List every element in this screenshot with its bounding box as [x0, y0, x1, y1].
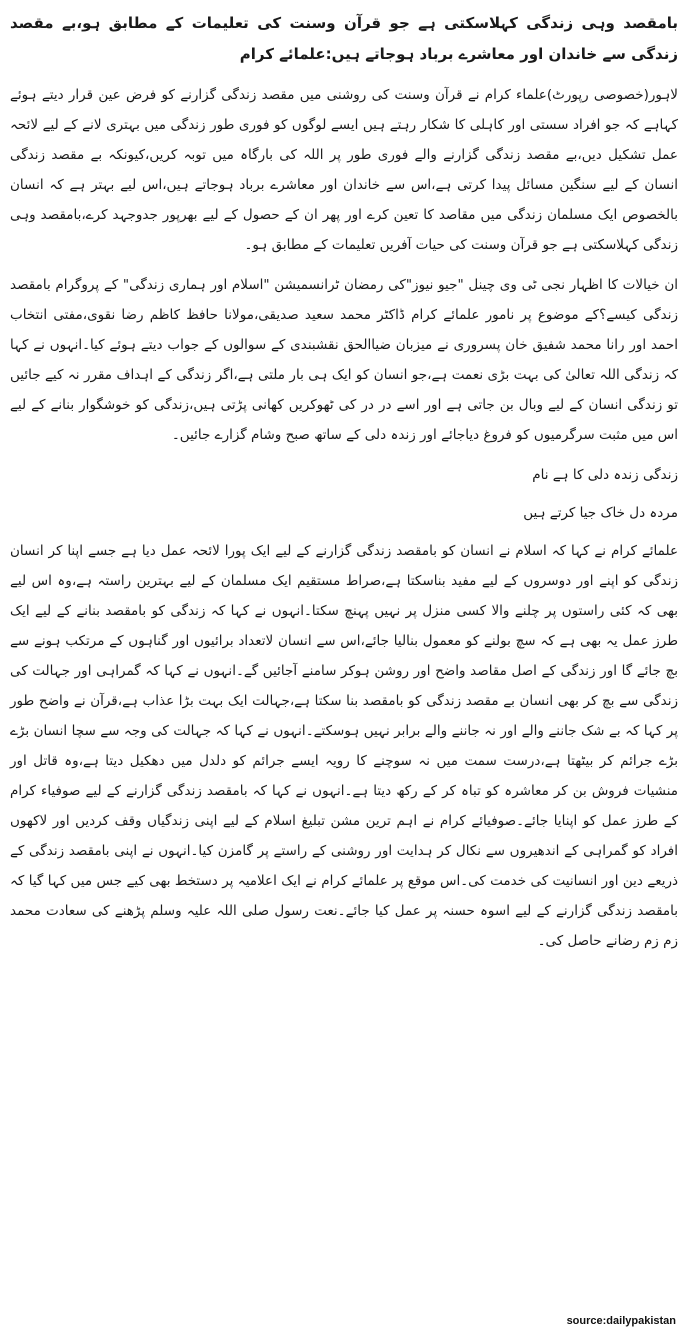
couplet-line-1: زندگی زندہ دلی کا ہے نام [532, 467, 678, 483]
article [10, 8, 678, 966]
couplet [10, 460, 678, 528]
couplet-line-2: مردہ دل خاک جیا کرتے ہیں [523, 505, 678, 521]
source-credit: source:dailypakistan [566, 1315, 676, 1327]
article-headline: بامقصد وہی زندگی کہلاسکتی ہے جو قرآن وسنت کی تعلیمات کے مطابق ہو،بے مقصد زندگی سے خاندان اور معاشرے برباد ہوجاتے ہیں:علمائے کرام [10, 14, 678, 63]
article-paragraph-intro: لاہور(خصوصی رپورٹ)علماء کرام نے قرآن وسنت کی روشنی میں مقصد زندگی گزارنے کو فرض عین قرار دیتے ہوئے کہاہے کہ جو افراد سستی اور کاہلی کا شکار رہتے ہیں ایسے لوگوں کو فوری طور زندگی میں بہتری لانے کے لیے لائحہ عمل تشکیل دیں،بے مقصد زندگی گزارنے والے فوری طور پر اللہ کی بارگاہ میں توبہ کریں،کیونکہ بے مقصد زندگی انسان کے لیے سنگین مسائل پیدا کرتی ہے،اس سے خاندان اور معاشرے برباد ہوجاتے ہیں،اس لیے بہتر ہے کہ انسان بالخصوص ایک مسلمان زندگی میں مقاصد کا تعین کرے اور پھر ان کے حصول کے لیے بھرپور جدوجہد کرے،بامقصد وہی زندگی کہلاسکتی ہے جو قرآن وسنت کی حیات آفریں تعلیمات کے مطابق ہو۔ [10, 87, 678, 253]
article-paragraph-program: ان خیالات کا اظہار نجی ٹی وی چینل "جیو نیوز"کی رمضان ٹرانسمیشن "اسلام اور ہماری زندگی" کے پروگرام بامقصد زندگی کیسے؟کے موضوع پر نامور علمائے کرام ڈاکٹر محمد سعید صدیقی،مولانا حافظ کاظم رضا نقوی،مفتی انتخاب احمد اور رانا محمد شفیق خان پسروری نے میزبان ضیاالحق نقشبندی کے سوالوں کے جواب دیتے ہوئے کیا۔انہوں نے کہا کہ زندگی اللہ تعالیٰ کی بہت بڑی نعمت ہے،جو انسان کو ایک ہی بار ملتی ہے،اگر زندگی کے اہداف مقرر نہ کیے جائیں تو زندگی انسان کے لیے وبال بن جاتی ہے اور اسے در در کی ٹھوکریں کھانی پڑتی ہیں،زندگی کو خوشگوار بنانے کے لیے اس میں مثبت سرگرمیوں کو فروغ دیاجائے اور زندہ دلی کے ساتھ صبح وشام گزارے جائیں۔ [10, 277, 678, 443]
article-paragraph-closing: علمائے کرام نے کہا کہ اسلام نے انسان کو بامقصد زندگی گزارنے کے لیے ایک پورا لائحہ عمل دیا ہے جسے اپنا کر انسان زندگی کو اپنے اور دوسروں کے لیے مفید بناسکتا ہے،صراط مستقیم ایک مسلمان کے لیے بہترین راستہ ہے،وہ اس لیے بھی کہ کئی راستوں پر چلنے والا کسی منزل پر نہیں پہنچ سکتا۔انہوں نے کہا کہ زندگی کو بامقصد بنانے کے لیے ایک طرز عمل یہ بھی ہے کہ سچ بولنے کو معمول بنالیا جائے،اس سے انسان لاتعداد برائیوں اور گناہوں کے مرتکب ہونے سے بچ جائے گا اور زندگی کے اصل مقاصد واضح اور روشن ہوکر سامنے آجائیں گے۔انہوں نے کہا کہ گمراہی اور جہالت کی زندگی سے بچ کر بھی انسان بے مقصد زندگی کو بامقصد بنا سکتا ہے،جہالت ایک بہت بڑا عذاب ہے،قرآن نے واضح طور پر کہا کہ بے شک جاننے والے اور نہ جاننے والے برابر نہیں ہوسکتے۔انہوں نے کہا کہ جہالت کی وجہ سے سچا انسان بڑے بڑے جرائم کر بیٹھتا ہے،درست سمت میں نہ سوچنے کا رویہ ایسے جرائم کو دلدل میں دھکیل دیتا ہے،وہ قاتل اور منشیات فروش بن کر معاشرہ کو تباہ کر کے رکھ دیتا ہے۔انہوں نے کہا کہ بامقصد زندگی گزارنے کے لیے صوفیاء کرام کے طرز عمل کو اپنایا جائے۔صوفیائے کرام نے اہم ترین مشن تبلیغ اسلام کے لیے اپنی زندگیاں وقف کردیں اور لاکھوں افراد کو گمراہی کے اندھیروں سے نکال کر ہدایت اور روشنی کے راستے پر گامزن کیا۔انہوں نے اپنی بامقصد زندگی کے ذریعے دین اور انسانیت کی خدمت کی۔اس موقع پر علمائے کرام نے ایک اعلامیہ پر دستخط بھی کیے جس میں کہا گیا کہ بامقصد زندگی گزارنے کے لیے اسوہ حسنہ پر عمل کیا جائے۔نعت رسول صلی اللہ علیہ وسلم پڑھنے کی سعادت محمد زم زم رضانے حاصل کی۔ [10, 543, 678, 949]
